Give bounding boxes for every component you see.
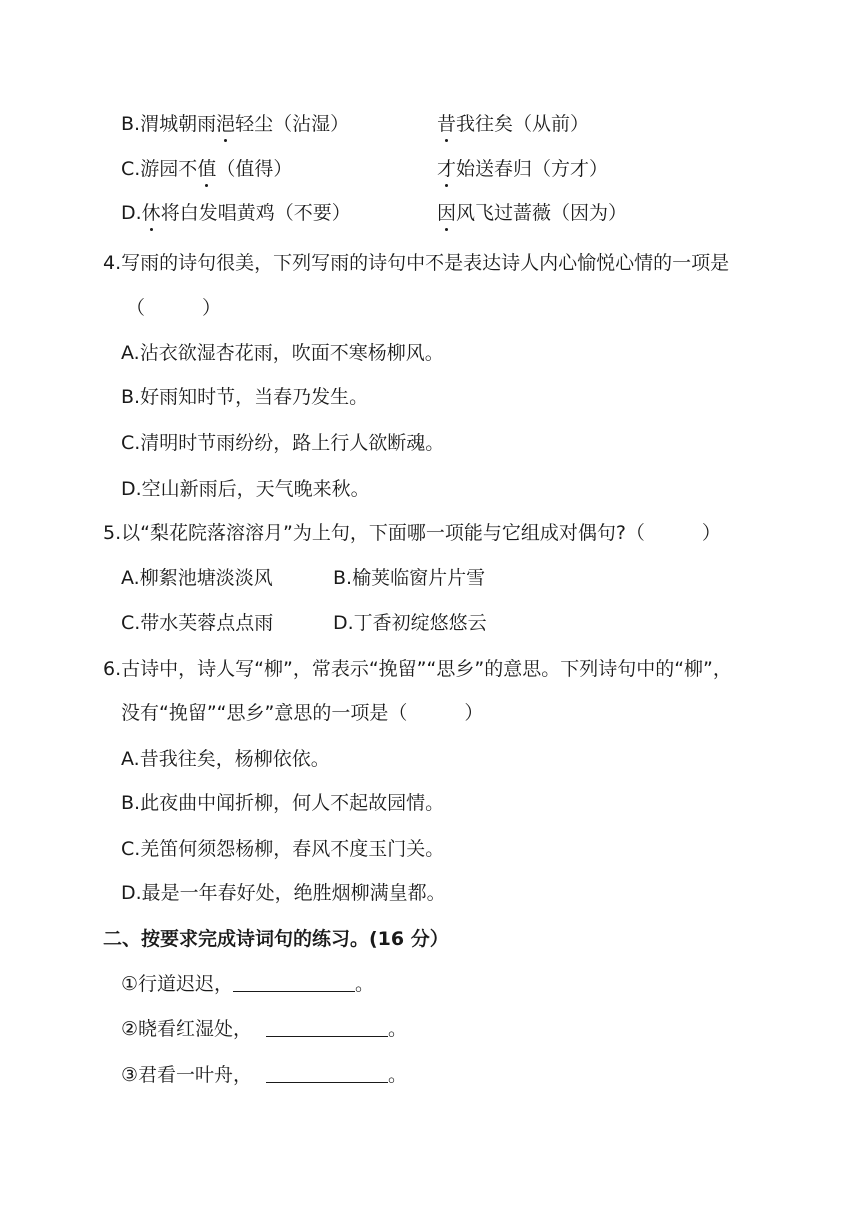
emphasis-char: 休 [141,202,161,224]
emphasis-char: 值 [197,158,217,180]
fill-item-2: ②晓看红湿处， 。 [121,1018,408,1040]
q6-option-a: A.昔我往矣，杨柳依依。 [121,748,330,770]
answer-blank[interactable] [266,1016,388,1037]
emphasis-char: 浥 [216,113,236,135]
q5-option-d: D.丁香初绽悠悠云 [333,612,487,634]
q5-stem: 5.以“梨花院落溶溶月”为上句，下面哪一项能与它组成对偶句?（ ） [103,522,721,544]
q3-option-b-right: 昔我往矣（从前） [437,113,590,135]
emphasis-char: 因 [437,202,457,224]
q4-option-d: D.空山新雨后，天气晚来秋。 [121,478,370,500]
q6-option-c: C.羌笛何须怨杨柳，春风不度玉门关。 [121,838,445,860]
q4-option-c: C.清明时节雨纷纷，路上行人欲断魂。 [121,432,445,454]
fill-item-1: ①行道迟迟， 。 [121,973,375,995]
q3-option-d-left: D.休将白发唱黄鸡（不要） [121,202,351,224]
q6-option-d: D.最是一年春好处，绝胜烟柳满皇都。 [121,882,446,904]
q6-stem-line1: 6.古诗中，诗人写“柳”，常表示“挽留”“思乡”的意思。下列诗句中的“柳”， [103,658,732,680]
section-2-title: 二、按要求完成诗词句的练习。(16 分） [103,928,449,950]
q5-option-b: B.榆荚临窗片片雪 [333,567,486,589]
fill-item-3: ③君看一叶舟， 。 [121,1064,408,1086]
q4-option-a: A.沾衣欲湿杏花雨，吹面不寒杨柳风。 [121,342,444,364]
q4-stem: 4.写雨的诗句很美，下列写雨的诗句中不是表达诗人内心愉悦心情的一项是 [103,252,730,274]
emphasis-char: 昔 [437,113,457,135]
q4-answer-paren: （ ） [126,297,222,319]
q3-option-c-left: C.游园不值（值得） [121,158,293,180]
q3-option-d-right: 因风飞过蔷薇（因为） [437,202,628,224]
q6-stem-line2: 没有“挽留”“思乡”意思的一项是（ ） [121,702,484,724]
q4-option-b: B.好雨知时节，当春乃发生。 [121,386,369,408]
q6-option-b: B.此夜曲中闻折柳，何人不起故园情。 [121,792,445,814]
answer-blank[interactable] [233,971,355,992]
q5-option-c: C.带水芙蓉点点雨 [121,612,274,634]
q3-option-b-left: B.渭城朝雨浥轻尘（沾湿） [121,113,350,135]
emphasis-char: 才 [437,158,457,180]
answer-blank[interactable] [266,1062,388,1083]
q5-option-a: A.柳絮池塘淡淡风 [121,567,273,589]
q3-option-c-right: 才始送春归（方才） [437,158,609,180]
